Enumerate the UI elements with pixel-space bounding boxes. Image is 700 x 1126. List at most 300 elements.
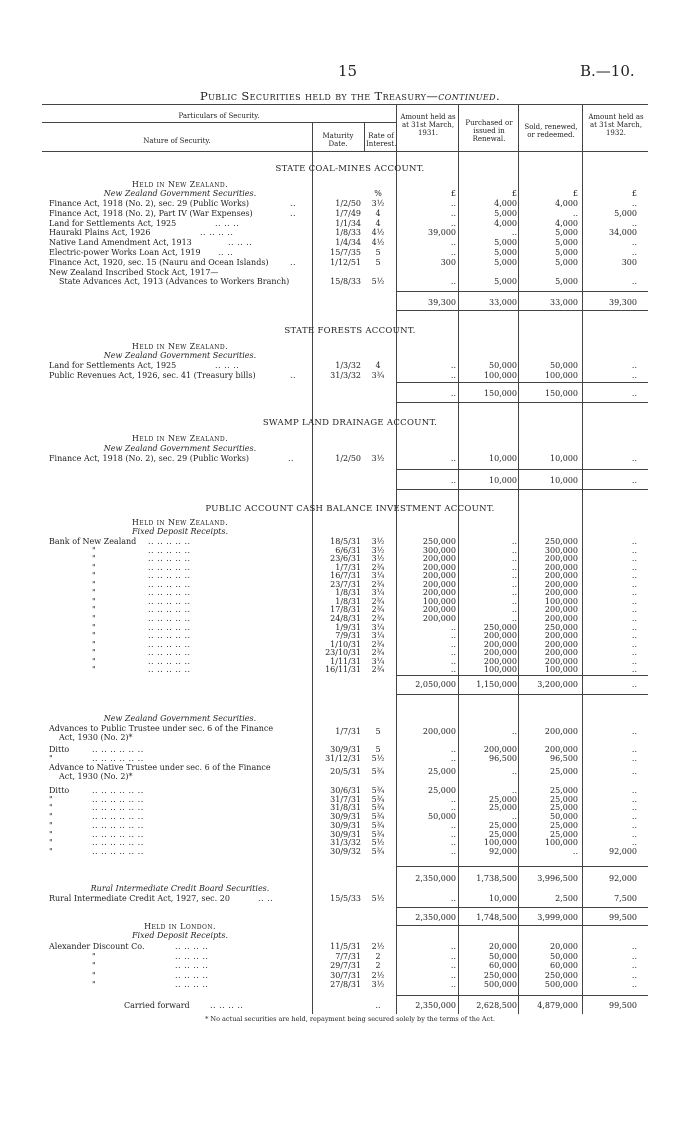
rate: 3½ (371, 545, 385, 555)
held-1931: .. (450, 277, 456, 286)
leader-dots: .. .. .. (215, 361, 240, 370)
table-row (0, 361, 700, 370)
header-held-1931: Amount held as at 31st March, 1931. (400, 113, 456, 137)
leader-dots: .. .. .. .. (175, 951, 209, 961)
held-1931: .. (450, 942, 456, 951)
held-1931: 200,000 (422, 588, 456, 598)
held-1931: .. (450, 745, 456, 754)
maturity: 18/5/31 (330, 537, 361, 546)
table-row (0, 371, 700, 380)
carried-held-1932: 99,500 (609, 1001, 637, 1010)
security-name: Land for Settlements Act, 1925 (49, 361, 177, 370)
advance-public-trustee-cont: Act, 1930 (No. 2)* (59, 733, 133, 742)
table-row (0, 238, 700, 247)
advance-public-trustee: Advances to Public Trustee under sec. 6 of the Finance (49, 724, 274, 733)
maturity: 1/8/31 (335, 588, 361, 598)
purchased: 25,000 (489, 803, 517, 813)
ditto-mark: " (92, 951, 96, 961)
london-deposit-row (0, 952, 700, 961)
held-1932: .. (631, 454, 637, 463)
maturity: 1/8/31 (335, 596, 361, 606)
maturity: 30/9/32 (330, 846, 361, 856)
london-deposit-row (0, 961, 700, 970)
held-1931: 200,000 (422, 562, 456, 572)
leader-dots: .. .. .. .. .. .. (92, 838, 144, 848)
table-row (0, 258, 700, 267)
ditto-mark: " (92, 545, 96, 555)
held-1931: .. (450, 980, 456, 989)
held-1931: 100,000 (422, 596, 456, 606)
sold: 200,000 (544, 613, 578, 623)
leader-dots: .. .. .. .. .. (148, 605, 191, 615)
sold: 200,000 (544, 562, 578, 572)
purchased: 5,000 (494, 277, 517, 286)
leader-dots: .. .. .. .. .. .. (92, 786, 144, 795)
security-name: " (49, 838, 53, 848)
leader-dots: .. .. .. .. .. (148, 631, 191, 641)
held-1932: .. (631, 605, 637, 615)
unit-pound: £ (511, 189, 517, 198)
held-1931: .. (450, 665, 456, 675)
held-1932: .. (631, 656, 637, 666)
held-1932: .. (631, 361, 637, 370)
subtotal3-rule (396, 907, 648, 908)
purchased: .. (511, 571, 517, 581)
maturity: 1/7/31 (335, 562, 361, 572)
security-name: Ditto (49, 786, 70, 795)
purchased: 50,000 (489, 951, 517, 961)
held-1931: .. (450, 656, 456, 666)
security-name: Rural Intermediate Credit Act, 1927, sec. 20 (49, 894, 230, 903)
purchased: .. (511, 786, 517, 795)
ditto-mark: " (92, 648, 96, 658)
rate: 4½ (371, 228, 385, 238)
col-divider (458, 104, 459, 151)
purchased: 92,000 (489, 846, 517, 856)
security-name: " (49, 794, 53, 804)
security-name: Land for Settlements Act, 1925 (49, 218, 177, 228)
purchased: 50,000 (489, 361, 517, 370)
swamp-sub-heading: New Zealand Government Securities. (103, 444, 257, 453)
cash-gov-sub-heading: New Zealand Government Securities. (103, 714, 257, 723)
purchased: 5,000 (494, 208, 517, 218)
held-1931: .. (450, 361, 456, 370)
purchased: 5,000 (494, 257, 517, 267)
sold: 200,000 (544, 727, 578, 736)
header-sold: Sold, renewed, or redeemed. (524, 123, 578, 139)
purchased: 200,000 (483, 656, 517, 666)
held-1932: .. (631, 754, 637, 763)
maturity: 30/6/31 (330, 786, 361, 795)
held-1932: 7,500 (614, 894, 637, 903)
sold: 100,000 (544, 596, 578, 606)
advance-native-trustee-cont: Act, 1930 (No. 2)* (59, 772, 133, 781)
held-1932: 92,000 (609, 846, 637, 856)
purchased: 200,000 (483, 648, 517, 658)
cash-held-heading: Held in New Zealand. (131, 518, 229, 527)
table-row (0, 219, 700, 228)
london-deposit-row (0, 980, 700, 989)
held-1932: .. (631, 639, 637, 649)
maturity: 1/10/31 (330, 639, 361, 649)
leader-dots: .. .. .. .. .. (148, 579, 191, 589)
coal-mines-title: STATE COAL-MINES ACCOUNT. (275, 164, 425, 174)
held-1932: .. (631, 665, 637, 675)
col-divider (312, 122, 313, 151)
security-name: " (49, 829, 53, 839)
purchased: 100,000 (483, 371, 517, 380)
held-1932: .. (631, 277, 637, 286)
leader-dots: .. .. .. .. .. (148, 596, 191, 606)
rate: 5 (375, 727, 381, 736)
leader-dots: .. .. .. .. .. (148, 656, 191, 666)
held-1932: .. (631, 248, 637, 257)
page-title (200, 89, 500, 103)
leader-dots: .. .. .. .. .. .. (92, 754, 144, 763)
held-1932: .. (631, 829, 637, 839)
security-name: Finance Act, 1918 (No. 2), Part IV (War Expenses) (49, 208, 253, 218)
held-1931: .. (450, 820, 456, 830)
rate: 3½ (371, 537, 385, 546)
subtotal-sold: 3,200,000 (537, 680, 578, 689)
purchased: 60,000 (489, 961, 517, 970)
swamp-total-rule (396, 469, 648, 470)
maturity: 1/1/34 (335, 218, 361, 228)
rate: 2¾ (371, 648, 385, 658)
col-divider (518, 104, 519, 151)
held-1931: 25,000 (428, 767, 456, 776)
leader-dots: .. (290, 257, 297, 267)
maturity: 1/2/50 (335, 454, 361, 463)
forests-held-heading: Held in New Zealand. (131, 342, 229, 351)
sold: 2,500 (555, 894, 578, 903)
held-1931: 200,000 (422, 554, 456, 564)
held-1932: .. (631, 579, 637, 589)
unit-percent: % (374, 189, 382, 198)
total-held-1932: .. (631, 389, 637, 398)
sold: 300,000 (544, 545, 578, 555)
maturity: 7/9/31 (335, 631, 361, 641)
sold: 200,000 (544, 554, 578, 564)
security-name: Finance Act, 1920, sec. 15 (Nauru and Ocean Islands) (49, 257, 269, 267)
rate: 2¾ (371, 596, 385, 606)
col-divider (364, 122, 365, 151)
sold: 200,000 (544, 639, 578, 649)
rate: 4 (375, 208, 381, 218)
subtotal-held-1931: 2,350,000 (415, 874, 456, 883)
leader-dots: .. (288, 454, 295, 463)
held-1931: .. (450, 846, 456, 856)
leader-dots: .. (290, 199, 297, 208)
subtotal-held-1931: 2,050,000 (415, 680, 456, 689)
maturity: 30/9/31 (330, 820, 361, 830)
maturity: 30/7/31 (330, 970, 361, 980)
rate: 4 (375, 218, 381, 228)
rate: 3¼ (371, 588, 385, 598)
leader-dots: .. .. .. .. .. (148, 537, 191, 546)
col-divider (582, 104, 583, 151)
security-name: Electric-power Works Loan Act, 1919 (49, 248, 201, 257)
ditto-mark: " (92, 970, 96, 980)
cash-subtotal1-row (0, 680, 700, 689)
security-name: " (49, 754, 53, 763)
held-1932: .. (631, 961, 637, 970)
swamp-title: SWAMP LAND DRAINAGE ACCOUNT. (262, 418, 438, 428)
leader-dots: .. .. .. .. (175, 942, 209, 951)
sold: 5,000 (555, 238, 578, 248)
maturity: 29/7/31 (330, 961, 361, 970)
sold: 25,000 (550, 820, 578, 830)
rate: 2¾ (371, 613, 385, 623)
maturity: 30/9/31 (330, 745, 361, 754)
sold: 50,000 (550, 812, 578, 822)
rate: 2½ (371, 942, 385, 951)
advance-public-trustee-row (0, 727, 700, 736)
purchased: .. (511, 605, 517, 615)
maturity: 27/8/31 (330, 980, 361, 989)
held-1931: .. (450, 248, 456, 257)
leader-dots: .. .. .. .. .. (148, 639, 191, 649)
rate: 2½ (371, 970, 385, 980)
table-row (0, 248, 700, 257)
held-1932: .. (631, 571, 637, 581)
swamp-held-heading: Held in New Zealand. (131, 434, 229, 443)
leader-dots: .. .. .. .. .. (148, 545, 191, 555)
title-continued: continued. (438, 89, 501, 103)
purchased: .. (511, 554, 517, 564)
table-row (0, 228, 700, 237)
rate: 3¼ (371, 631, 385, 641)
maturity: 1/7/31 (335, 727, 361, 736)
total-sold: 10,000 (550, 476, 578, 485)
purchased: 200,000 (483, 745, 517, 754)
ditto-row (0, 821, 700, 830)
rate: 2¾ (371, 605, 385, 615)
held-1932: .. (631, 613, 637, 623)
purchased: 96,500 (489, 754, 517, 763)
sold: 250,000 (544, 970, 578, 980)
purchased: 20,000 (489, 942, 517, 951)
held-1932: .. (631, 199, 637, 208)
leader-dots: .. .. .. .. .. .. (92, 745, 144, 754)
carried-held-1931: 2,350,000 (415, 1001, 456, 1010)
sold: 60,000 (550, 961, 578, 970)
held-1932: .. (631, 218, 637, 228)
maturity: 20/5/31 (330, 767, 361, 776)
maturity: 1/3/32 (335, 361, 361, 370)
subtotal-held-1932: .. (631, 680, 637, 689)
sold: .. (572, 846, 578, 856)
held-1931: .. (450, 218, 456, 228)
held-1932: 34,000 (609, 228, 637, 238)
coal-units-row (0, 189, 700, 198)
sold: 5,000 (555, 228, 578, 238)
ditto-mark: " (92, 562, 96, 572)
header-rate: Rate of Interest. (366, 132, 397, 148)
header-bottom-rule (42, 151, 648, 152)
held-1932: .. (631, 588, 637, 598)
coal-total-row (0, 298, 700, 307)
leader-dots: .. .. .. .. (175, 980, 209, 989)
held-1931: .. (450, 639, 456, 649)
held-1931: .. (450, 648, 456, 658)
forests-title: STATE FORESTS ACCOUNT. (284, 326, 416, 336)
forests-total-rule (396, 382, 648, 383)
coal-stock-row (0, 277, 700, 286)
held-1932: .. (631, 648, 637, 658)
swamp-row (0, 454, 700, 463)
ditto-row (0, 803, 700, 812)
held-1931: .. (450, 454, 456, 463)
held-1932: .. (631, 727, 637, 736)
sold: 200,000 (544, 571, 578, 581)
rate: 3½ (371, 199, 385, 208)
sold: 20,000 (550, 942, 578, 951)
sold: 200,000 (544, 631, 578, 641)
held-1932: .. (631, 786, 637, 795)
maturity: 6/6/31 (335, 545, 361, 555)
header-purchased: Purchased or issued in Renewal. (465, 119, 513, 143)
leader-dots: .. .. .. .. .. .. (92, 803, 144, 813)
leader-dots: .. .. .. .. .. (148, 562, 191, 572)
held-1931: 300,000 (422, 545, 456, 555)
leader-dots: .. .. .. .. .. (148, 588, 191, 598)
sold: 25,000 (550, 794, 578, 804)
held-1931: 200,000 (422, 605, 456, 615)
coal-stock-name: State Advances Act, 1913 (Advances to Workers Branch) (59, 277, 290, 286)
total-purchased: 10,000 (489, 476, 517, 485)
held-1931: .. (450, 371, 456, 380)
maturity: 15/7/35 (330, 248, 361, 257)
london-deposit-row (0, 971, 700, 980)
company-name: Alexander Discount Co. (49, 942, 145, 951)
sold: 25,000 (550, 767, 578, 776)
maturity: 11/5/31 (330, 942, 361, 951)
header-top-rule (42, 104, 648, 105)
coal-held-heading: Held in New Zealand. (131, 180, 229, 189)
ditto-row (0, 812, 700, 821)
subtotal-held-1931: 2,350,000 (415, 913, 456, 922)
purchased: 25,000 (489, 794, 517, 804)
ditto-row (0, 795, 700, 804)
rate: 2 (375, 961, 381, 970)
sold: 500,000 (544, 980, 578, 989)
sold: 10,000 (550, 454, 578, 463)
sold: 50,000 (550, 951, 578, 961)
ditto-row (0, 754, 700, 763)
purchased: 25,000 (489, 829, 517, 839)
held-1931: .. (450, 961, 456, 970)
leader-dots: .. (290, 371, 297, 380)
held-1932: .. (631, 545, 637, 555)
rate: 3½ (371, 454, 385, 463)
leader-dots: .. .. .. .. (210, 1001, 244, 1010)
page-number: 15 (338, 62, 358, 80)
purchased: .. (511, 579, 517, 589)
leader-dots: .. .. (258, 894, 274, 903)
maturity: 31/3/32 (330, 371, 361, 380)
ditto-row (0, 830, 700, 839)
held-1931: 200,000 (422, 571, 456, 581)
maturity: 31/8/31 (330, 803, 361, 813)
sold: 250,000 (544, 622, 578, 632)
header-maturity: Maturity Date. (322, 132, 354, 148)
rate: 3½ (371, 554, 385, 564)
swamp-total-row (0, 476, 700, 485)
sold: 4,000 (555, 218, 578, 228)
subtotal-purchased: 1,738,500 (476, 874, 517, 883)
rate: 5½ (371, 894, 385, 903)
footnote: * No actual securities are held, repayment being secured solely by the terms of the Act. (205, 1015, 495, 1023)
held-1931: 250,000 (422, 537, 456, 546)
ditto-mark: " (92, 631, 96, 641)
rate: 5¾ (371, 803, 385, 813)
held-1931: .. (450, 754, 456, 763)
sold: 200,000 (544, 656, 578, 666)
held-1931: .. (450, 803, 456, 813)
ditto-mark: " (92, 639, 96, 649)
security-name: " (49, 846, 53, 856)
coal-total-rule (396, 291, 648, 292)
held-1931: 300 (440, 257, 456, 267)
table-row (0, 209, 700, 218)
sold: 25,000 (550, 803, 578, 813)
table-row (0, 199, 700, 208)
leader-dots: .. .. .. .. .. .. (92, 829, 144, 839)
total-held-1932: .. (631, 476, 637, 485)
security-name: Native Land Amendment Act, 1913 (49, 238, 192, 248)
document-ref: B.—10. (580, 62, 635, 80)
total-purchased: 150,000 (483, 389, 517, 398)
held-1931: .. (450, 208, 456, 218)
held-1932: 300 (621, 257, 637, 267)
leader-dots: .. .. .. .. .. .. (92, 812, 144, 822)
subtotal-sold: 3,996,500 (537, 874, 578, 883)
ditto-mark: " (92, 588, 96, 598)
rate: 5¾ (371, 767, 385, 776)
rate: 3½ (371, 980, 385, 989)
leader-dots: .. .. .. .. .. .. (92, 794, 144, 804)
maturity: 1/11/31 (330, 656, 361, 666)
forests-total-bottom-rule (396, 402, 648, 403)
sold: 25,000 (550, 786, 578, 795)
held-1931: 50,000 (428, 812, 456, 822)
rate: 5¾ (371, 812, 385, 822)
ditto-mark: " (92, 622, 96, 632)
purchased: 5,000 (494, 248, 517, 257)
london-heading: Held in London. (144, 922, 216, 931)
title-main: Public Securities held by the Treasury— (200, 89, 439, 103)
leader-dots: .. .. .. .. .. (148, 665, 191, 675)
col-divider (396, 104, 397, 151)
cash-subtotal2-row (0, 874, 700, 883)
ditto-mark: " (92, 605, 96, 615)
advance-native-trustee-row (0, 767, 700, 776)
purchased: .. (511, 228, 517, 238)
ditto-row (0, 847, 700, 856)
rate: 2¾ (371, 562, 385, 572)
held-1931: .. (450, 951, 456, 961)
leader-dots: .. .. (218, 248, 234, 257)
security-name: Ditto (49, 745, 70, 754)
held-1931: .. (450, 199, 456, 208)
held-1931: 200,000 (422, 579, 456, 589)
security-name: " (49, 820, 53, 830)
sold: 200,000 (544, 588, 578, 598)
subtotal-sold: 3,999,000 (537, 913, 578, 922)
maturity: 30/9/31 (330, 812, 361, 822)
maturity: 1/9/31 (335, 622, 361, 632)
